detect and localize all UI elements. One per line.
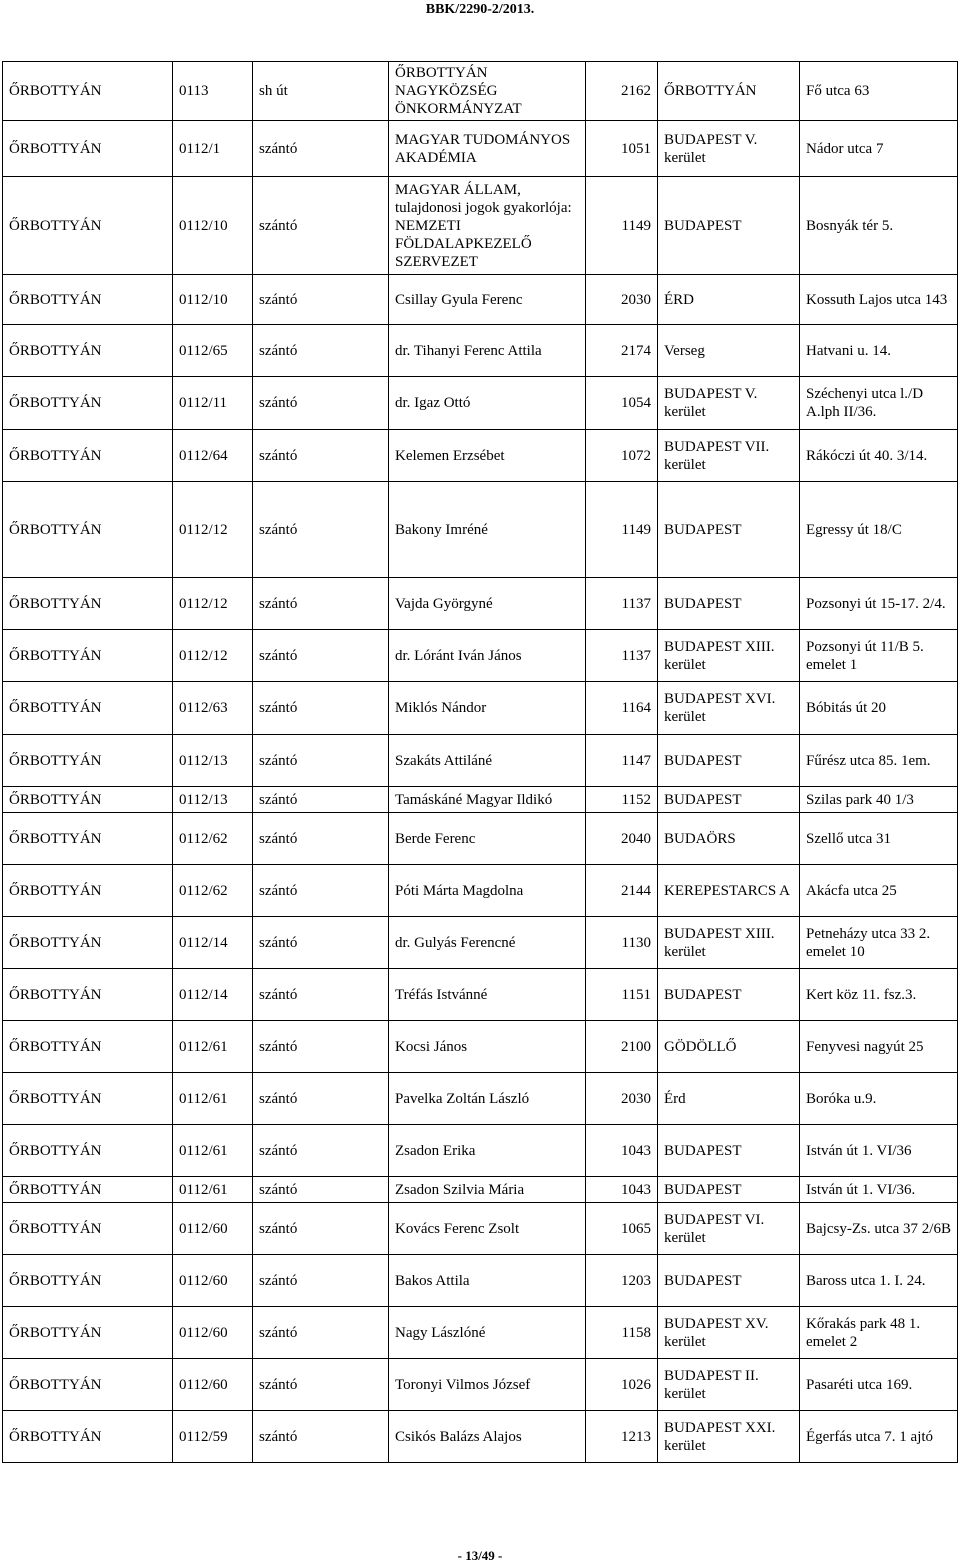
table-row xyxy=(3,578,958,630)
cultivation-cell: szántó xyxy=(253,1359,389,1411)
parcel-number-cell: 0112/60 xyxy=(173,1359,253,1411)
settlement-cell: ŐRBOTTYÁN xyxy=(3,1255,173,1307)
city-cell: ŐRBOTTYÁN xyxy=(658,62,800,121)
address-cell: Fenyvesi nagyút 25 xyxy=(800,1021,958,1073)
table-row xyxy=(3,1177,958,1203)
postal-code-cell: 1203 xyxy=(586,1255,658,1307)
table-row xyxy=(3,630,958,682)
parcel-number-cell: 0112/61 xyxy=(173,1125,253,1177)
address-cell: Pozsonyi út 15-17. 2/4. xyxy=(800,578,958,630)
address-cell: Nádor utca 7 xyxy=(800,121,958,177)
table-row xyxy=(3,1125,958,1177)
owner-cell: Tamáskáné Magyar Ildikó xyxy=(389,787,586,813)
table-row xyxy=(3,969,958,1021)
cultivation-cell: szántó xyxy=(253,377,389,430)
settlement-cell: ŐRBOTTYÁN xyxy=(3,735,173,787)
owner-cell: Kovács Ferenc Zsolt xyxy=(389,1203,586,1255)
parcel-number-cell: 0112/61 xyxy=(173,1073,253,1125)
postal-code-cell: 1026 xyxy=(586,1359,658,1411)
settlement-cell: ŐRBOTTYÁN xyxy=(3,1021,173,1073)
city-cell: BUDAPEST V. kerület xyxy=(658,377,800,430)
parcel-number-cell: 0112/62 xyxy=(173,813,253,865)
owner-cell: MAGYAR ÁLLAM, tulajdonosi jogok gyakorlója: NEMZETI FÖLDALAPKEZELŐ SZERVEZET xyxy=(389,177,586,275)
parcel-number-cell: 0112/60 xyxy=(173,1203,253,1255)
postal-code-cell: 1051 xyxy=(586,121,658,177)
city-cell: ÉRD xyxy=(658,275,800,325)
cultivation-cell: szántó xyxy=(253,630,389,682)
table-row xyxy=(3,177,958,275)
cultivation-cell: szántó xyxy=(253,1255,389,1307)
settlement-cell: ŐRBOTTYÁN xyxy=(3,1177,173,1203)
owner-cell: dr. Lóránt Iván János xyxy=(389,630,586,682)
settlement-cell: ŐRBOTTYÁN xyxy=(3,325,173,377)
postal-code-cell: 1164 xyxy=(586,682,658,735)
settlement-cell: ŐRBOTTYÁN xyxy=(3,121,173,177)
parcel-number-cell: 0112/13 xyxy=(173,787,253,813)
address-cell: István út 1. VI/36 xyxy=(800,1125,958,1177)
city-cell: BUDAPEST XIII. kerület xyxy=(658,630,800,682)
table-row xyxy=(3,1359,958,1411)
city-cell: BUDAPEST xyxy=(658,1125,800,1177)
address-cell: Kőrakás park 48 1. emelet 2 xyxy=(800,1307,958,1359)
owner-cell: Tréfás Istvánné xyxy=(389,969,586,1021)
table-row xyxy=(3,917,958,969)
postal-code-cell: 1072 xyxy=(586,430,658,482)
city-cell: BUDAPEST II. kerület xyxy=(658,1359,800,1411)
page-number: - 13/49 - xyxy=(457,1548,503,1563)
cultivation-cell: szántó xyxy=(253,735,389,787)
table-row xyxy=(3,325,958,377)
table-row xyxy=(3,1073,958,1125)
settlement-cell: ŐRBOTTYÁN xyxy=(3,1125,173,1177)
settlement-cell: ŐRBOTTYÁN xyxy=(3,578,173,630)
cultivation-cell: szántó xyxy=(253,1411,389,1463)
postal-code-cell: 2174 xyxy=(586,325,658,377)
cultivation-cell: szántó xyxy=(253,1307,389,1359)
table-row xyxy=(3,121,958,177)
settlement-cell: ŐRBOTTYÁN xyxy=(3,62,173,121)
address-cell: Bóbitás út 20 xyxy=(800,682,958,735)
postal-code-cell: 1130 xyxy=(586,917,658,969)
address-cell: Bosnyák tér 5. xyxy=(800,177,958,275)
cultivation-cell: szántó xyxy=(253,969,389,1021)
address-cell: Petneházy utca 33 2. emelet 10 xyxy=(800,917,958,969)
city-cell: BUDAPEST VII. kerület xyxy=(658,430,800,482)
address-cell: István út 1. VI/36. xyxy=(800,1177,958,1203)
table-row xyxy=(3,1203,958,1255)
parcel-number-cell: 0112/61 xyxy=(173,1021,253,1073)
city-cell: BUDAPEST xyxy=(658,735,800,787)
settlement-cell: ŐRBOTTYÁN xyxy=(3,1411,173,1463)
postal-code-cell: 1147 xyxy=(586,735,658,787)
city-cell: BUDAPEST xyxy=(658,578,800,630)
settlement-cell: ŐRBOTTYÁN xyxy=(3,1073,173,1125)
address-cell: Egressy út 18/C xyxy=(800,482,958,578)
owner-cell: Vajda Györgyné xyxy=(389,578,586,630)
postal-code-cell: 2030 xyxy=(586,275,658,325)
postal-code-cell: 1213 xyxy=(586,1411,658,1463)
owner-cell: Zsadon Erika xyxy=(389,1125,586,1177)
parcel-number-cell: 0112/65 xyxy=(173,325,253,377)
parcel-number-cell: 0112/10 xyxy=(173,275,253,325)
cultivation-cell: szántó xyxy=(253,1021,389,1073)
postal-code-cell: 2030 xyxy=(586,1073,658,1125)
settlement-cell: ŐRBOTTYÁN xyxy=(3,630,173,682)
owner-cell: Kocsi János xyxy=(389,1021,586,1073)
table-row xyxy=(3,787,958,813)
parcel-number-cell: 0112/62 xyxy=(173,865,253,917)
city-cell: BUDAPEST XIII. kerület xyxy=(658,917,800,969)
cultivation-cell: szántó xyxy=(253,1203,389,1255)
settlement-cell: ŐRBOTTYÁN xyxy=(3,787,173,813)
parcel-number-cell: 0112/12 xyxy=(173,630,253,682)
table-row xyxy=(3,1255,958,1307)
table-row xyxy=(3,1021,958,1073)
city-cell: BUDAPEST XXI. kerület xyxy=(658,1411,800,1463)
table-row xyxy=(3,430,958,482)
cultivation-cell: szántó xyxy=(253,813,389,865)
postal-code-cell: 2162 xyxy=(586,62,658,121)
address-cell: Szilas park 40 1/3 xyxy=(800,787,958,813)
parcel-number-cell: 0112/14 xyxy=(173,917,253,969)
city-cell: BUDAPEST V. kerület xyxy=(658,121,800,177)
settlement-cell: ŐRBOTTYÁN xyxy=(3,275,173,325)
settlement-cell: ŐRBOTTYÁN xyxy=(3,377,173,430)
city-cell: BUDAPEST xyxy=(658,969,800,1021)
postal-code-cell: 1137 xyxy=(586,630,658,682)
cultivation-cell: szántó xyxy=(253,430,389,482)
cultivation-cell: szántó xyxy=(253,1073,389,1125)
settlement-cell: ŐRBOTTYÁN xyxy=(3,1307,173,1359)
parcel-number-cell: 0112/59 xyxy=(173,1411,253,1463)
owner-cell: Bakos Attila xyxy=(389,1255,586,1307)
city-cell: BUDAPEST xyxy=(658,177,800,275)
address-cell: Bajcsy-Zs. utca 37 2/6B xyxy=(800,1203,958,1255)
parcel-number-cell: 0112/1 xyxy=(173,121,253,177)
address-cell: Égerfás utca 7. 1 ajtó xyxy=(800,1411,958,1463)
address-cell: Rákóczi út 40. 3/14. xyxy=(800,430,958,482)
address-cell: Baross utca 1. I. 24. xyxy=(800,1255,958,1307)
address-cell: Szellő utca 31 xyxy=(800,813,958,865)
postal-code-cell: 1149 xyxy=(586,482,658,578)
table-row xyxy=(3,735,958,787)
cultivation-cell: szántó xyxy=(253,177,389,275)
address-cell: Fűrész utca 85. 1em. xyxy=(800,735,958,787)
address-cell: Kossuth Lajos utca 143 xyxy=(800,275,958,325)
table-row xyxy=(3,1307,958,1359)
postal-code-cell: 1043 xyxy=(586,1177,658,1203)
parcel-number-cell: 0112/12 xyxy=(173,578,253,630)
cultivation-cell: szántó xyxy=(253,917,389,969)
postal-code-cell: 1158 xyxy=(586,1307,658,1359)
address-cell: Pozsonyi út 11/B 5. emelet 1 xyxy=(800,630,958,682)
settlement-cell: ŐRBOTTYÁN xyxy=(3,482,173,578)
address-cell: Hatvani u. 14. xyxy=(800,325,958,377)
postal-code-cell: 2040 xyxy=(586,813,658,865)
owner-cell: Csillay Gyula Ferenc xyxy=(389,275,586,325)
table-row xyxy=(3,275,958,325)
city-cell: Verseg xyxy=(658,325,800,377)
city-cell: BUDAÖRS xyxy=(658,813,800,865)
settlement-cell: ŐRBOTTYÁN xyxy=(3,1359,173,1411)
settlement-cell: ŐRBOTTYÁN xyxy=(3,865,173,917)
owner-cell: Miklós Nándor xyxy=(389,682,586,735)
owner-cell: Berde Ferenc xyxy=(389,813,586,865)
land-registry-table xyxy=(2,61,958,1463)
settlement-cell: ŐRBOTTYÁN xyxy=(3,430,173,482)
owner-cell: MAGYAR TUDOMÁNYOS AKADÉMIA xyxy=(389,121,586,177)
postal-code-cell: 1065 xyxy=(586,1203,658,1255)
settlement-cell: ŐRBOTTYÁN xyxy=(3,1203,173,1255)
parcel-number-cell: 0112/61 xyxy=(173,1177,253,1203)
owner-cell: ŐRBOTTYÁN NAGYKÖZSÉG ÖNKORMÁNYZAT xyxy=(389,62,586,121)
city-cell: BUDAPEST XVI. kerület xyxy=(658,682,800,735)
cultivation-cell: szántó xyxy=(253,1177,389,1203)
cultivation-cell: szántó xyxy=(253,865,389,917)
address-cell: Fő utca 63 xyxy=(800,62,958,121)
postal-code-cell: 1152 xyxy=(586,787,658,813)
table-row xyxy=(3,377,958,430)
postal-code-cell: 1054 xyxy=(586,377,658,430)
settlement-cell: ŐRBOTTYÁN xyxy=(3,813,173,865)
cultivation-cell: szántó xyxy=(253,578,389,630)
owner-cell: Bakony Imréné xyxy=(389,482,586,578)
parcel-number-cell: 0112/11 xyxy=(173,377,253,430)
cultivation-cell: szántó xyxy=(253,482,389,578)
settlement-cell: ŐRBOTTYÁN xyxy=(3,682,173,735)
address-cell: Kert köz 11. fsz.3. xyxy=(800,969,958,1021)
owner-cell: Csikós Balázs Alajos xyxy=(389,1411,586,1463)
cultivation-cell: szántó xyxy=(253,275,389,325)
parcel-number-cell: 0112/60 xyxy=(173,1307,253,1359)
city-cell: BUDAPEST xyxy=(658,787,800,813)
parcel-number-cell: 0112/12 xyxy=(173,482,253,578)
postal-code-cell: 1043 xyxy=(586,1125,658,1177)
owner-cell: Nagy Lászlóné xyxy=(389,1307,586,1359)
table-row xyxy=(3,682,958,735)
postal-code-cell: 2144 xyxy=(586,865,658,917)
cultivation-cell: szántó xyxy=(253,682,389,735)
owner-cell: Zsadon Szilvia Mária xyxy=(389,1177,586,1203)
parcel-number-cell: 0112/60 xyxy=(173,1255,253,1307)
city-cell: BUDAPEST VI. kerület xyxy=(658,1203,800,1255)
owner-cell: dr. Tihanyi Ferenc Attila xyxy=(389,325,586,377)
table-body xyxy=(3,62,958,1463)
settlement-cell: ŐRBOTTYÁN xyxy=(3,969,173,1021)
table-row xyxy=(3,813,958,865)
settlement-cell: ŐRBOTTYÁN xyxy=(3,177,173,275)
settlement-cell: ŐRBOTTYÁN xyxy=(3,917,173,969)
owner-cell: Kelemen Erzsébet xyxy=(389,430,586,482)
owner-cell: dr. Gulyás Ferencné xyxy=(389,917,586,969)
owner-cell: Toronyi Vilmos József xyxy=(389,1359,586,1411)
address-cell: Akácfa utca 25 xyxy=(800,865,958,917)
city-cell: BUDAPEST xyxy=(658,1177,800,1203)
owner-cell: Pavelka Zoltán László xyxy=(389,1073,586,1125)
document-header: BBK/2290-2/2013. xyxy=(425,2,535,17)
parcel-number-cell: 0113 xyxy=(173,62,253,121)
parcel-number-cell: 0112/10 xyxy=(173,177,253,275)
city-cell: KEREPESTARCS A xyxy=(658,865,800,917)
address-cell: Boróka u.9. xyxy=(800,1073,958,1125)
table-row xyxy=(3,62,958,121)
owner-cell: Póti Márta Magdolna xyxy=(389,865,586,917)
postal-code-cell: 1151 xyxy=(586,969,658,1021)
cultivation-cell: sh út xyxy=(253,62,389,121)
cultivation-cell: szántó xyxy=(253,325,389,377)
parcel-number-cell: 0112/13 xyxy=(173,735,253,787)
postal-code-cell: 1137 xyxy=(586,578,658,630)
city-cell: BUDAPEST XV. kerület xyxy=(658,1307,800,1359)
owner-cell: dr. Igaz Ottó xyxy=(389,377,586,430)
address-cell: Pasaréti utca 169. xyxy=(800,1359,958,1411)
address-cell: Széchenyi utca l./D A.lph II/36. xyxy=(800,377,958,430)
parcel-number-cell: 0112/63 xyxy=(173,682,253,735)
parcel-number-cell: 0112/14 xyxy=(173,969,253,1021)
city-cell: BUDAPEST xyxy=(658,1255,800,1307)
city-cell: BUDAPEST xyxy=(658,482,800,578)
cultivation-cell: szántó xyxy=(253,121,389,177)
parcel-number-cell: 0112/64 xyxy=(173,430,253,482)
table-row xyxy=(3,865,958,917)
owner-cell: Szakáts Attiláné xyxy=(389,735,586,787)
table-row xyxy=(3,1411,958,1463)
table-row xyxy=(3,482,958,578)
postal-code-cell: 2100 xyxy=(586,1021,658,1073)
city-cell: GÖDÖLLŐ xyxy=(658,1021,800,1073)
city-cell: Érd xyxy=(658,1073,800,1125)
cultivation-cell: szántó xyxy=(253,787,389,813)
postal-code-cell: 1149 xyxy=(586,177,658,275)
cultivation-cell: szántó xyxy=(253,1125,389,1177)
